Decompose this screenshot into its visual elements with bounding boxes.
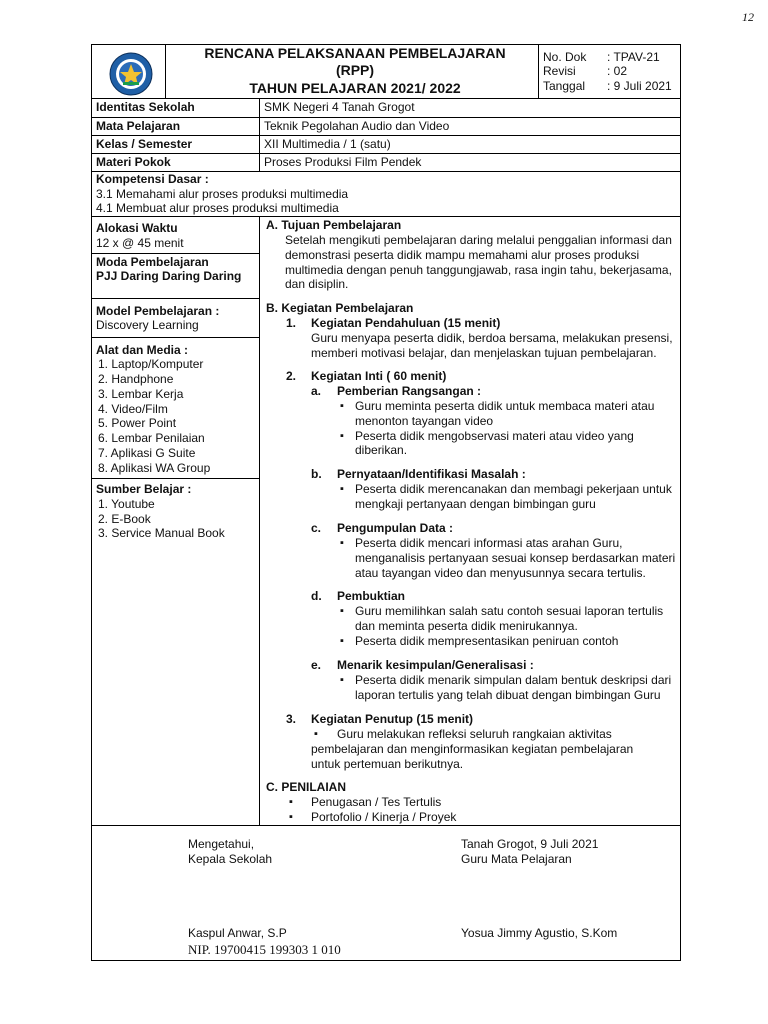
sub-title: Pemberian Rangsangan : [337,384,482,398]
section-a-line: demonstrasi peserta didik mampu memahami alur proses produksi [285,248,640,262]
body-column-line [259,216,260,825]
meta-label: Tanggal [543,79,586,93]
sumber-item: 2. E-Book [98,512,151,526]
left-line-3 [91,337,259,338]
identity-value: XII Multimedia / 1 (satu) [264,137,391,151]
row-line-2 [91,135,681,136]
kegiatan-1-line: Guru menyapa peserta didik, berdoa bersama, melakukan presensi, [311,331,673,345]
sub-title: Menarik kesimpulan/Generalisasi : [337,658,534,672]
sub-letter: c. [311,521,322,535]
alat-item: 3. Lembar Kerja [98,387,184,401]
meta-revisi [543,64,627,79]
left-line-1 [91,253,259,254]
left-line-2 [91,298,259,299]
doc-title-line1: RENCANA PELAKSANAAN PEMBELAJARAN [204,45,506,61]
alat-item: 4. Video/Film [98,402,168,416]
section-b-title: B. Kegiatan Pembelajaran [266,301,414,315]
bullet-icon: ▪ [340,605,344,617]
signature-left-line1: Mengetahui, [188,837,255,851]
kegiatan-1-number: 1. [286,316,297,330]
row-line-3 [91,153,681,154]
identity-column-line [259,98,260,171]
signature-right-name: Yosua Jimmy Agustio, S.Kom [461,926,618,940]
identity-label: Kelas / Semester [96,137,193,151]
sub-bullet-line: menganalisis pertanyaan sesuai konsep berdasarkan materi [355,551,676,565]
sumber-label: Sumber Belajar : [96,482,192,496]
kegiatan-3-line: untuk pertemuan berikutnya. [311,757,464,771]
meta-tanggal [543,79,672,94]
section-a-line: multimedia dengan penuh tanggungjawab, rasa ingin tahu, bekerjasama, [285,263,672,277]
sub-bullet-line: atau tayangan video dan menyusunnya secara tertulis. [355,566,646,580]
header-bottom-line [91,98,681,99]
alat-item: 7. Aplikasi G Suite [98,446,196,460]
sub-letter: e. [311,658,322,672]
left-line-4 [91,478,259,479]
section-a-line: dan disiplin. [285,277,349,291]
bullet-icon: ▪ [340,537,344,549]
kompetensi-label: Kompetensi Dasar : [96,172,209,186]
identity-label: Mata Pelajaran [96,119,181,133]
kegiatan-2-title: Kegiatan Inti ( 60 menit) [311,369,447,383]
bullet-icon: ▪ [340,674,344,686]
sub-bullet-line: dan meminta peserta didik menirukannya. [355,619,578,633]
model-label: Model Pembelajaran : [96,304,220,318]
bullet-icon: ▪ [340,430,344,442]
kegiatan-2-number: 2. [286,369,297,383]
identity-label: Materi Pokok [96,155,171,169]
sub-letter: a. [311,384,322,398]
penilaian-item: Penugasan / Tes Tertulis [311,795,442,809]
identity-value: Proses Produksi Film Pendek [264,155,422,169]
doc-title-line2: (RPP) [335,62,375,78]
sub-title: Pernyataan/Identifikasi Masalah : [337,467,526,481]
alat-item: 2. Handphone [98,372,174,386]
alokasi-label: Alokasi Waktu [96,221,178,235]
penilaian-item: Portofolio / Kinerja / Proyek [311,810,457,824]
meta-no-dok [543,50,660,65]
identity-value: SMK Negeri 4 Tanah Grogot [264,100,415,114]
kegiatan-3-number: 3. [286,712,297,726]
sub-bullet-line: Peserta didik mencari informasi atas arahan Guru, [355,536,623,550]
sub-bullet-line: Peserta didik menarik simpulan dalam bentuk deskripsi dari [355,673,672,687]
section-c-title: C. PENILAIAN [266,780,347,794]
bullet-icon: ▪ [340,483,344,495]
sumber-item: 1. Youtube [98,497,155,511]
signature-right-line1: Tanah Grogot, 9 Juli 2021 [461,837,599,851]
sub-bullet-line: menonton tayangan video [355,414,494,428]
kegiatan-1-line: memberi motivasi belajar, dan menjelaskan tujuan pembelajaran. [311,346,657,360]
alat-item: 6. Lembar Penilaian [98,431,205,445]
sub-bullet-line: Peserta didik merencanakan dan membagi pekerjaan untuk [355,482,672,496]
signature-top-line [91,825,681,826]
kompetensi-item: 3.1 Memahami alur proses produksi multimedia [96,187,349,201]
meta-value: : 9 Juli 2021 [607,79,672,93]
alokasi-value: 12 x @ 45 menit [96,236,184,250]
kegiatan-1-title: Kegiatan Pendahuluan (15 menit) [311,316,501,330]
bullet-icon: ▪ [289,796,293,808]
meta-value: : 02 [607,64,628,78]
kompetensi-item: 4.1 Membuat alur proses produksi multimedia [96,201,339,215]
model-value: Discovery Learning [96,318,199,332]
identity-value: Teknik Pegolahan Audio dan Video [264,119,450,133]
identity-label: Identitas Sekolah [96,100,195,114]
doc-title-line3: TAHUN PELAJARAN 2021/ 2022 [249,80,461,96]
bullet-icon: ▪ [340,635,344,647]
signature-left-nip: NIP. 19700415 199303 1 010 [188,942,341,957]
kompetensi-bottom-line [91,216,681,217]
signature-left-line2: Kepala Sekolah [188,852,273,866]
kegiatan-3-line: pembelajaran dan menginformasikan kegiatan pembelajaran [311,742,634,756]
sub-letter: d. [311,589,322,603]
moda-value: PJJ Daring Daring Daring [96,269,242,283]
sub-letter: b. [311,467,322,481]
sub-title: Pengumpulan Data : [337,521,454,535]
sub-bullet-line: Guru meminta peserta didik untuk membaca materi atau [355,399,655,413]
bullet-icon: ▪ [314,728,318,740]
kegiatan-3-line: Guru melakukan refleksi seluruh rangkaian aktivitas [337,727,612,741]
page-number: 12 [742,10,754,24]
header-divider-logo [165,44,166,98]
moda-label: Moda Pembelajaran [96,255,209,269]
sumber-item: 3. Service Manual Book [98,526,225,540]
meta-label: No. Dok [543,50,587,64]
alat-item: 1. Laptop/Komputer [98,357,204,371]
section-a-title: A. Tujuan Pembelajaran [266,218,402,232]
sub-bullet-line: laporan tertulis yang telah dibuat dengan bimbingan Guru [355,688,661,702]
alat-item: 8. Aplikasi WA Group [98,461,211,475]
bullet-icon: ▪ [289,811,293,823]
alat-item: 5. Power Point [98,416,177,430]
signature-right-line2: Guru Mata Pelajaran [461,852,572,866]
alat-label: Alat dan Media : [96,343,189,357]
section-a-line: Setelah mengikuti pembelajaran daring melalui penggalian informasi dan [285,233,672,247]
row-line-1 [91,117,681,118]
bullet-icon: ▪ [340,400,344,412]
school-logo-icon [109,52,153,96]
sub-bullet-line: diberikan. [355,443,408,457]
sub-title: Pembuktian [337,589,406,603]
sub-bullet-line: Peserta didik mempresentasikan peniruan contoh [355,634,619,648]
meta-value: : TPAV-21 [607,50,660,64]
sub-bullet-line: Peserta didik mengobservasi materi atau video yang [355,429,634,443]
kegiatan-3-title: Kegiatan Penutup (15 menit) [311,712,474,726]
signature-left-name: Kaspul Anwar, S.P [188,926,287,940]
sub-bullet-line: Guru memilihkan salah satu contoh sesuai laporan tertulis [355,604,664,618]
sub-bullet-line: mengkaji pertanyaan dengan bimbingan guru [355,497,596,511]
meta-label: Revisi [543,64,576,78]
